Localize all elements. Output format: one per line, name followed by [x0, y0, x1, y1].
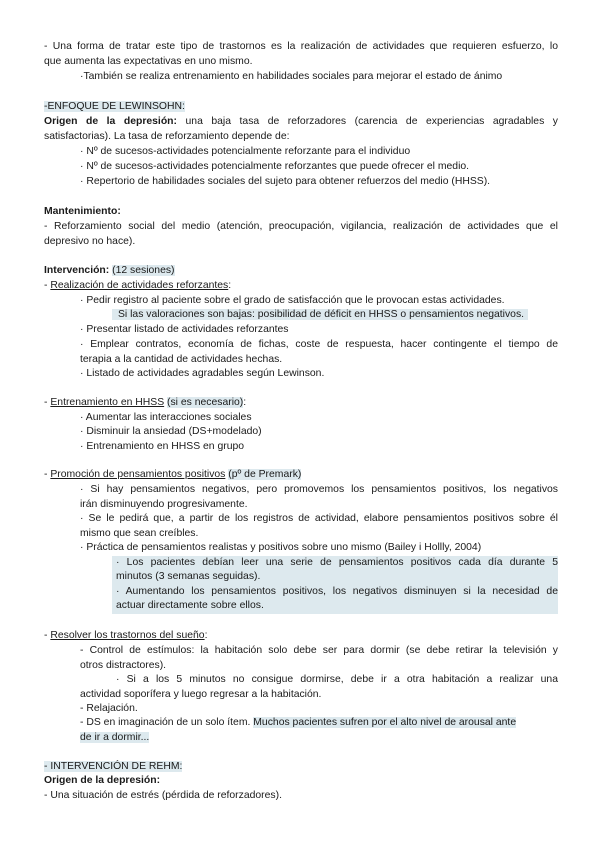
- list-item: · Disminuir la ansiedad (DS+modelado): [80, 426, 262, 437]
- sub-list-item-cont: actividad soporífera y luego regresar a la habitación.: [80, 689, 322, 700]
- sub-list-item-cont: minutos (3 semanas seguidas).: [116, 571, 261, 582]
- origen-line: Origen de la depresión: una baja tasa de reforzadores (carencia de experiencias agradables y: [44, 116, 558, 127]
- list-item: · Emplear contratos, economía de fichas, coste de respuesta, hacer contingente el tiempo de: [80, 339, 558, 350]
- paragraph-line: que aumenta las expectativas en uno mismo.: [44, 56, 253, 67]
- intervencion-heading: Intervención: (12 sesiones): [44, 265, 175, 276]
- list-item-cont: irán disminuyendo progresivamente.: [80, 499, 248, 510]
- paragraph-line: ·También se realiza entrenamiento en habilidades sociales para mejorar el estado de ánimo: [80, 71, 503, 82]
- list-item: · Nº de sucesos-actividades potencialmente reforzante para el individuo: [80, 146, 411, 157]
- paragraph-line: depresivo no hace).: [44, 236, 136, 247]
- list-item-cont: mismo que sean creíbles.: [80, 528, 199, 539]
- list-item-cont: otros distractores).: [80, 660, 167, 671]
- list-item-cont: terapia a la cantidad de actividades hechas.: [80, 354, 283, 365]
- origen-label: Origen de la depresión:: [44, 116, 177, 127]
- highlighted-note: Muchos pacientes sufren por el alto nivel de arousal ante: [253, 717, 517, 728]
- list-item: - Control de estímulos: la habitación solo debe ser para dormir (se debe retirar la televisión y: [80, 645, 558, 656]
- sub-list-item-cont: actuar directamente sobre ellos.: [116, 600, 264, 611]
- list-item: · Repertorio de habilidades sociales del sujeto para obtener refuerzos del medio (HHSS).: [80, 176, 491, 187]
- sessions-badge: (12 sesiones): [112, 265, 175, 276]
- subsection-title-activities: - Realización de actividades reforzantes:: [44, 280, 232, 291]
- subsection-title-positive-thoughts: - Promoción de pensamientos positivos (pº de Premark): [44, 469, 302, 480]
- list-item: · Presentar listado de actividades reforzantes: [80, 324, 289, 335]
- highlighted-note: Si las valoraciones son bajas: posibilidad de déficit en HHSS o pensamientos negativos.: [112, 308, 528, 322]
- paragraph-line: - Una situación de estrés (pérdida de reforzadores).: [44, 790, 282, 801]
- list-item-cont: de ir a dormir...: [80, 732, 150, 743]
- subsection-title-sleep: - Resolver los trastornos del sueño:: [44, 630, 208, 641]
- subsection-title-hhss: - Entrenamiento en HHSS (si es necesario):: [44, 397, 247, 408]
- list-item: · Listado de actividades agradables según Lewinson.: [80, 368, 325, 379]
- list-item: · Si hay pensamientos negativos, pero promovemos los pensamientos positivos, los negativos: [80, 484, 558, 495]
- list-item: · Pedir registro al paciente sobre el grado de satisfacción que le provocan estas actividades.: [80, 295, 505, 306]
- list-item: · Aumentar las interacciones sociales: [80, 412, 252, 423]
- sub-list-item: · Los pacientes debían leer una serie de pensamientos positivos cada día durante 5: [116, 557, 558, 568]
- sub-list-item: · Si a los 5 minutos no consigue dormirse, debe ir a otra habitación a realizar una: [116, 674, 558, 685]
- paragraph-line: satisfactorias). La tasa de reforzamiento depende de:: [44, 131, 290, 142]
- list-item: · Práctica de pensamientos realistas y positivos sobre uno mismo (Bailey i Hollly, 2004): [80, 542, 482, 553]
- list-item: · Nº de sucesos-actividades potencialmente reforzantes que puede ofrecer el medio.: [80, 161, 470, 172]
- paragraph-line: - Una forma de tratar este tipo de trastornos es la realización de actividades que requieren esfuerzo, lo: [44, 41, 558, 52]
- section-heading-rehm: - INTERVENCIÓN DE REHM:: [44, 761, 183, 772]
- list-item: - Relajación.: [80, 703, 138, 714]
- section-heading-lewinsohn: -ENFOQUE DE LEWINSOHN:: [44, 101, 185, 112]
- list-item: · Entrenamiento en HHSS en grupo: [80, 441, 245, 452]
- list-item: · Se le pedirá que, a partir de los registros de actividad, elabore pensamientos positivos sobre él: [80, 513, 558, 524]
- list-item: - DS en imaginación de un solo ítem. Muchos pacientes sufren por el alto nivel de arousal ante: [80, 717, 517, 728]
- sub-list-item: · Aumentando los pensamientos positivos, los negativos disminuyen si la necesidad de: [116, 586, 558, 597]
- paragraph-line: - Reforzamiento social del medio (atención, preocupación, vigilancia, realización de actividades que el: [44, 221, 558, 232]
- mantenimiento-label: Mantenimiento:: [44, 206, 121, 217]
- origen-label: Origen de la depresión:: [44, 775, 161, 786]
